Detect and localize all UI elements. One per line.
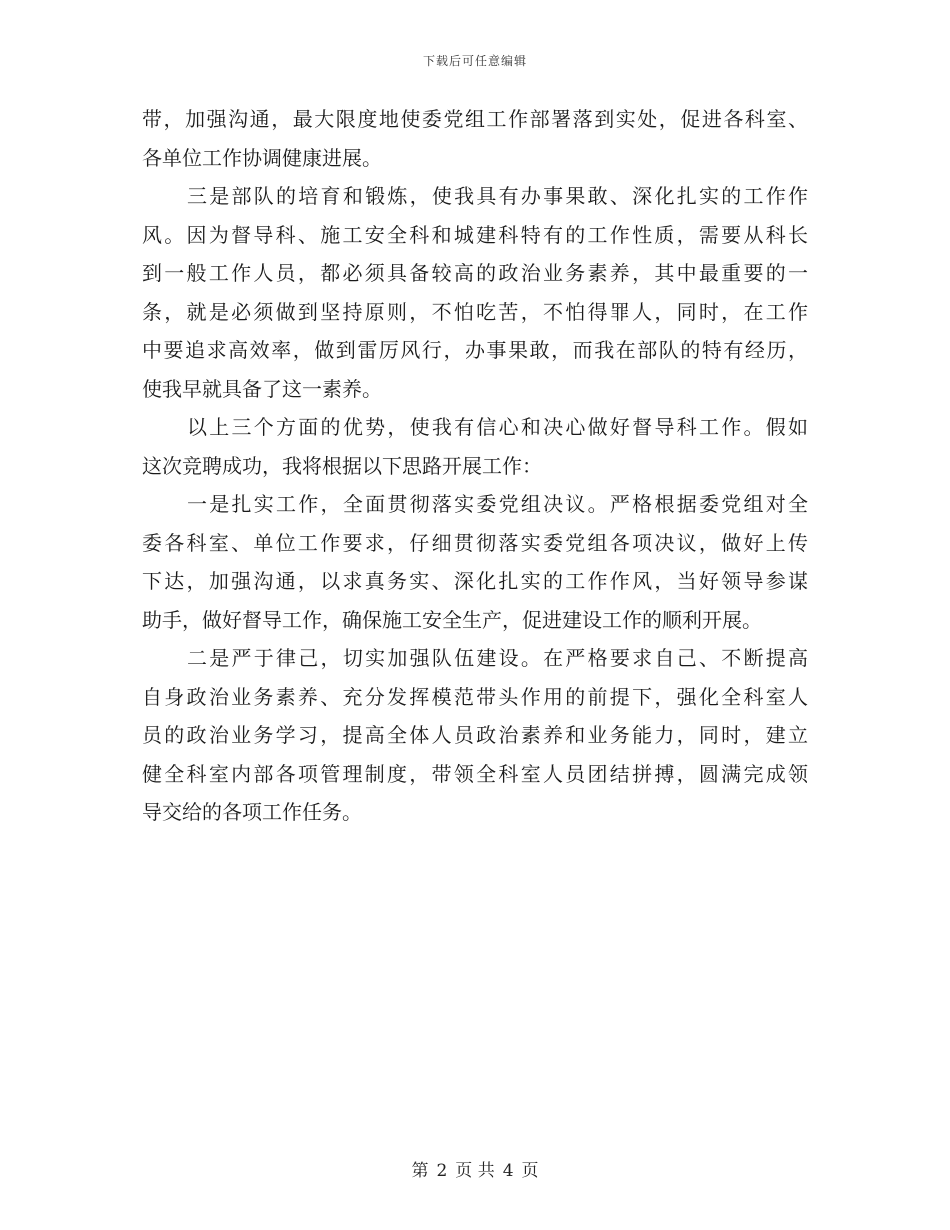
text-line: 健全科室内部各项管理制度，带领全科室人员团结拼搏，圆满完成领 (142, 761, 808, 786)
footer-total-pages: 4 (502, 1161, 514, 1181)
paragraph-first-line: 二是严于律己，切实加强队伍建设。在严格要求自己、不断提高 (187, 646, 808, 670)
text-line: 员的政治业务学习，提高全体人员政治素养和业务能力，同时，建立 (142, 723, 808, 747)
text-line: 风。因为督导科、施工安全科和城建科特有的工作性质，需要从科长 (142, 222, 808, 247)
text-line: 自身政治业务素养、充分发挥模范带头作用的前提下，强化全科室人 (142, 684, 808, 709)
footer-page-number: 2 (436, 1161, 448, 1181)
text-line: 助手，做好督导工作，确保施工安全生产，促进建设工作的顺利开展。 (142, 607, 762, 632)
text-line: 下达，加强沟通，以求真务实、深化扎实的工作作风，当好领导参谋 (142, 569, 808, 593)
text-line: 中要追求高效率，做到雷厉风行，办事果敢，而我在部队的特有经历， (142, 338, 808, 362)
footer-middle: 页 共 (455, 1161, 495, 1181)
paragraph-first-line: 以上三个方面的优势，使我有信心和决心做好督导科工作。假如 (187, 415, 808, 439)
paragraph-first-line: 三是部队的培育和锻炼，使我具有办事果敢、深化扎实的工作作 (187, 184, 808, 208)
text-line: 到一般工作人员，都必须具备较高的政治业务素养，其中最重要的一 (142, 261, 808, 285)
text-line: 使我早就具备了这一素养。 (142, 376, 382, 401)
text-line: 导交给的各项工作任务。 (142, 800, 362, 824)
text-line: 这次竞聘成功，我将根据以下思路开展工作： (142, 453, 542, 478)
footer-prefix: 第 (411, 1161, 429, 1181)
document-body (142, 100, 808, 832)
text-line: 条，就是必须做到坚持原则，不怕吃苦，不怕得罪人，同时，在工作 (142, 299, 808, 324)
text-line: 带，加强沟通，最大限度地使委党组工作部署落到实处，促进各科室、 (142, 107, 808, 131)
page-header-note: 下载后可任意编辑 (422, 54, 527, 68)
text-line: 各单位工作协调健康进展。 (142, 145, 382, 170)
page-number-footer (0, 1156, 950, 1181)
text-line: 委各科室、单位工作要求，仔细贯彻落实委党组各项决议，做好上传 (142, 530, 808, 555)
paragraph-first-line: 一是扎实工作，全面贯彻落实委党组决议。严格根据委党组对全 (187, 492, 808, 516)
footer-suffix: 页 (521, 1161, 539, 1181)
